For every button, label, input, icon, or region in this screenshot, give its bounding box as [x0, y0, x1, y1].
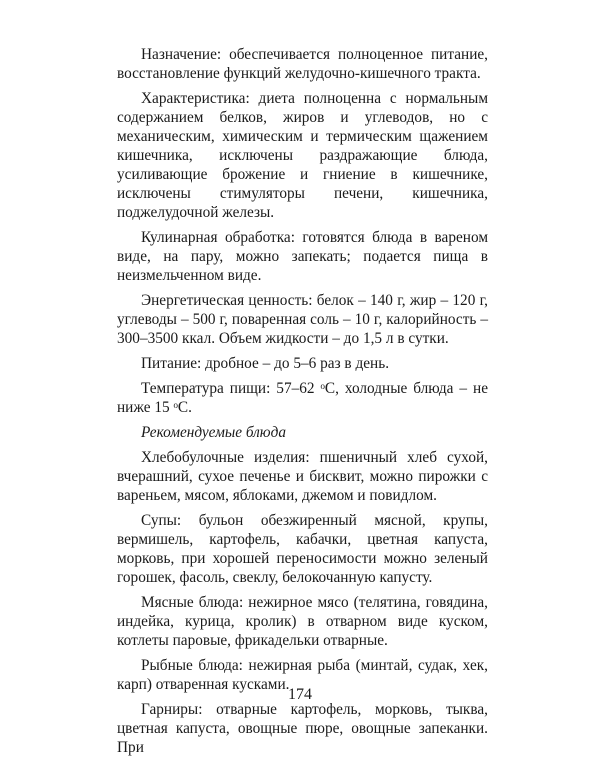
- paragraph-nutrition: Питание: дробное – до 5–6 раз в день.: [141, 355, 390, 372]
- paragraph-side-dishes: Гарниры: отварные картофель, морковь, тыква, цветная капуста, овощные пюре, овощные запеканки. При: [117, 701, 488, 756]
- paragraph-meat-dishes: Мясные блюда: нежирное мясо (телятина, говядина, индейка, курица, кролик) в отварном виде куском, котлеты паровые, фрикадельки отварные.: [117, 594, 488, 649]
- paragraph-bakery: Хлебобулочные изделия: пшеничный хлеб сухой, вчерашний, сухое печенье и бисквит, можно пирожки с вареньем, мясом, яблоками, джемом и повидлом.: [117, 449, 488, 504]
- paragraph-purpose: Назначение: обеспечивается полноценное питание, восстановление функций желудочно-кишечного тракта.: [117, 46, 488, 82]
- page-body: [117, 45, 488, 763]
- paragraph-food-temperature: Температура пищи: 57–62 ᵒС, холодные блюда – не ниже 15 ᵒС.: [117, 380, 488, 416]
- paragraph-fish-dishes: Рыбные блюда: нежирная рыба (минтай, судак, хек, карп) отваренная кусками.: [117, 657, 488, 693]
- paragraph-soups: Супы: бульон обезжиренный мясной, крупы, вермишель, картофель, кабачки, цветная капуста, морковь, при хорошей переносимости можно зеленый горошек, фасоль, свеклу, белокочанную капусту.: [117, 512, 488, 586]
- page-number: 174: [288, 686, 312, 703]
- paragraph-characteristics: Характеристика: диета полноценна с нормальным содержанием белков, жиров и углеводов, но с механическим, химическим и термическим щажением кишечника, исключены раздражающие блюда, усиливающие брожение и гниение в кишечнике, исключены стимуляторы печени, кишечника, поджелудочной железы.: [117, 90, 488, 221]
- section-heading-recommended-dishes: Рекомендуемые блюда: [141, 424, 286, 441]
- paragraph-cooking: Кулинарная обработка: готовятся блюда в вареном виде, на пару, можно запекать; подается пища в неизмельченном виде.: [117, 229, 488, 284]
- paragraph-energy-value: Энергетическая ценность: белок – 140 г, жир – 120 г, углеводы – 500 г, поваренная соль – 10 г, калорийность – 300–3500 ккал. Объем жидкости – до 1,5 л в сутки.: [117, 292, 488, 347]
